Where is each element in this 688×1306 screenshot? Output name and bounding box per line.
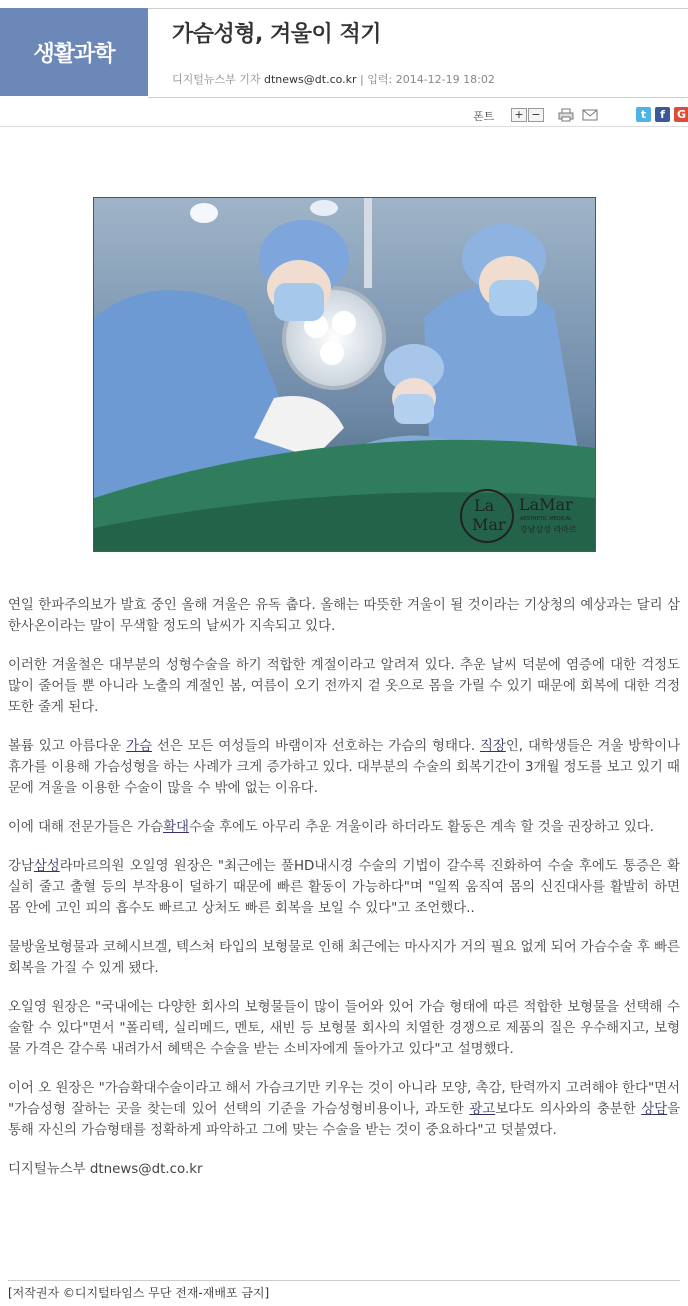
paragraph-text: 보다도 의사와의 충분한	[495, 1102, 642, 1117]
keyword-link-samsung[interactable]: 삼성	[33, 859, 60, 874]
keyword-link-enlargement[interactable]: 확대	[163, 820, 189, 835]
article-paragraph: 연일 한파주의보가 발효 중인 올해 겨울은 유독 춥다. 올해는 따뜻한 겨울이 될 것이라는 기상청의 예상과는 달리 삼한사온이라는 말이 무색할 정도의 날씨가 지속되고 있다.	[8, 598, 680, 634]
photo-logo-korean: 강남삼성 라마르	[520, 525, 577, 534]
photo-logo-text: LaMar	[519, 495, 573, 514]
article-paragraph: 물방울보형물과 코헤시브겔, 텍스쳐 타입의 보형물로 인해 최근에는 마사지가 거의 필요 없게 되어 가슴수술 후 빠른 회복을 가질 수 있게 됐다.	[8, 940, 680, 976]
svg-text:La: La	[474, 496, 495, 515]
copyright-notice: [저작권자 ©디지털타임스 무단 전재-재배포 금지]	[8, 1280, 680, 1301]
photo-logo-subtext: AESTHETIC MEDICAL	[520, 516, 572, 522]
article-paragraph: 오일영 원장은 "국내에는 다양한 회사의 보형물들이 많이 들어와 있어 가슴 형태에 따른 적합한 보형물을 선택해 수술할 수 있다"면서 "폴리텍, 실리메드, 멘토, 새빈 등 보형물 회사의 치열한 경쟁으로 제품의 질은 우수해지고, 보형물 가격은 갈수록 내려가서 혜택은 수술을 받는 소비자에게 돌아가고 있다"고 설명했다.	[8, 1000, 680, 1057]
article-body	[8, 595, 680, 1198]
paragraph-text: 인, 대학생들은 겨울 방학이나 휴가를 이용해 가슴성형을 하는 사례가 크게 증가하고 있다. 대부분의 수술의 회복기간이 3개월 정도를 보고 있기 때문에 겨울을 이용한 수술이 많을 수 밖에 없는 이유다.	[8, 739, 681, 796]
headline: 가슴성형, 겨울이 적기	[172, 22, 381, 47]
byline-email[interactable]: dtnews@dt.co.kr	[264, 73, 357, 86]
keyword-link-breast[interactable]: 가슴	[126, 739, 153, 754]
paragraph-text: 이어 오 원장은 "가슴확대수술이라고 해서 가슴크기만 키우는 것이 아니라 모양, 촉감, 탄력까지 고려해야 한다"면서 "가슴성형 잘하는 곳을 찾는데 있어 선택의 기준을 가슴성형비용이나, 과도한	[8, 1081, 680, 1117]
font-decrease-button[interactable]: −	[528, 108, 544, 122]
byline-author: 디지털뉴스부 기자	[172, 73, 261, 86]
surgery-illustration	[94, 198, 595, 551]
paragraph-text: 선은 모든 여성들의 바램이자 선호하는 가슴의 형태다.	[152, 739, 480, 754]
paragraph-text: 강남	[8, 859, 34, 874]
twitter-icon[interactable]: t	[636, 107, 651, 122]
article-paragraph	[8, 856, 680, 919]
article-paragraph: 이러한 겨울철은 대부분의 성형수술을 하기 적합한 계절이라고 알려져 있다. 추운 날씨 덕분에 염증에 대한 걱정도 많이 줄어들 뿐 아니라 노출의 계절인 봄, 여름이 오기 전까지 겉 옷으로 몸을 가릴 수 있기 때문에 회복에 대한 걱정 또한 줄게 된다.	[8, 658, 680, 715]
surgery-photo	[93, 197, 596, 552]
article-header	[0, 0, 688, 96]
paragraph-text: 을 통해 자신의 가슴형태를 정확하게 파악하고 그에 맞는 수술을 받는 것이 중요하다"고 덧붙였다.	[8, 1102, 681, 1138]
keyword-link-advertisement[interactable]: 광고	[469, 1102, 496, 1117]
paragraph-text: 볼륨 있고 아름다운	[8, 739, 127, 754]
svg-text:Mar: Mar	[472, 515, 506, 534]
article-signature: 디지털뉴스부 dtnews@dt.co.kr	[8, 1162, 203, 1177]
keyword-link-consultation[interactable]: 상담	[641, 1102, 668, 1117]
google-icon[interactable]: G	[674, 107, 688, 122]
paragraph-text: 라마르의원 오일영 원장은 "최근에는 풀HD내시경 수술의 기법이 갈수록 진화하여 수술 후에도 통증은 확실히 줄고 출혈 등의 부작용이 덜하기 때문에 빠른 활동이 가능하다"며 "일찍 움직여 몸의 신진대사를 활발히 하면 몸 안에 고인 피의 흡수도 빠르고 상처도 빠른 회복을 보일 수 있다"고 조언했다..	[8, 859, 680, 916]
article-paragraph	[8, 736, 680, 799]
byline-separator: |	[360, 73, 364, 86]
article-toolbar	[0, 104, 688, 127]
facebook-icon[interactable]: f	[655, 107, 670, 122]
article-paragraph	[8, 817, 680, 838]
font-increase-button[interactable]: +	[511, 108, 527, 122]
paragraph-text: 이에 대해 전문가들은 가슴	[8, 820, 164, 835]
paragraph-text: 수술 후에도 아무리 추운 겨울이라 하더라도 활동은 계속 할 것을 권장하고 있다.	[188, 820, 654, 835]
article-paragraph	[8, 1078, 680, 1141]
byline	[172, 71, 495, 87]
byline-date: 입력: 2014-12-19 18:02	[367, 73, 495, 86]
font-label: 폰트	[473, 110, 495, 123]
email-icon[interactable]	[582, 107, 598, 121]
section-badge[interactable]: 생활과학	[0, 8, 148, 96]
print-icon[interactable]	[558, 107, 574, 121]
title-area	[148, 8, 688, 98]
keyword-link-workplace[interactable]: 직장	[479, 739, 506, 754]
